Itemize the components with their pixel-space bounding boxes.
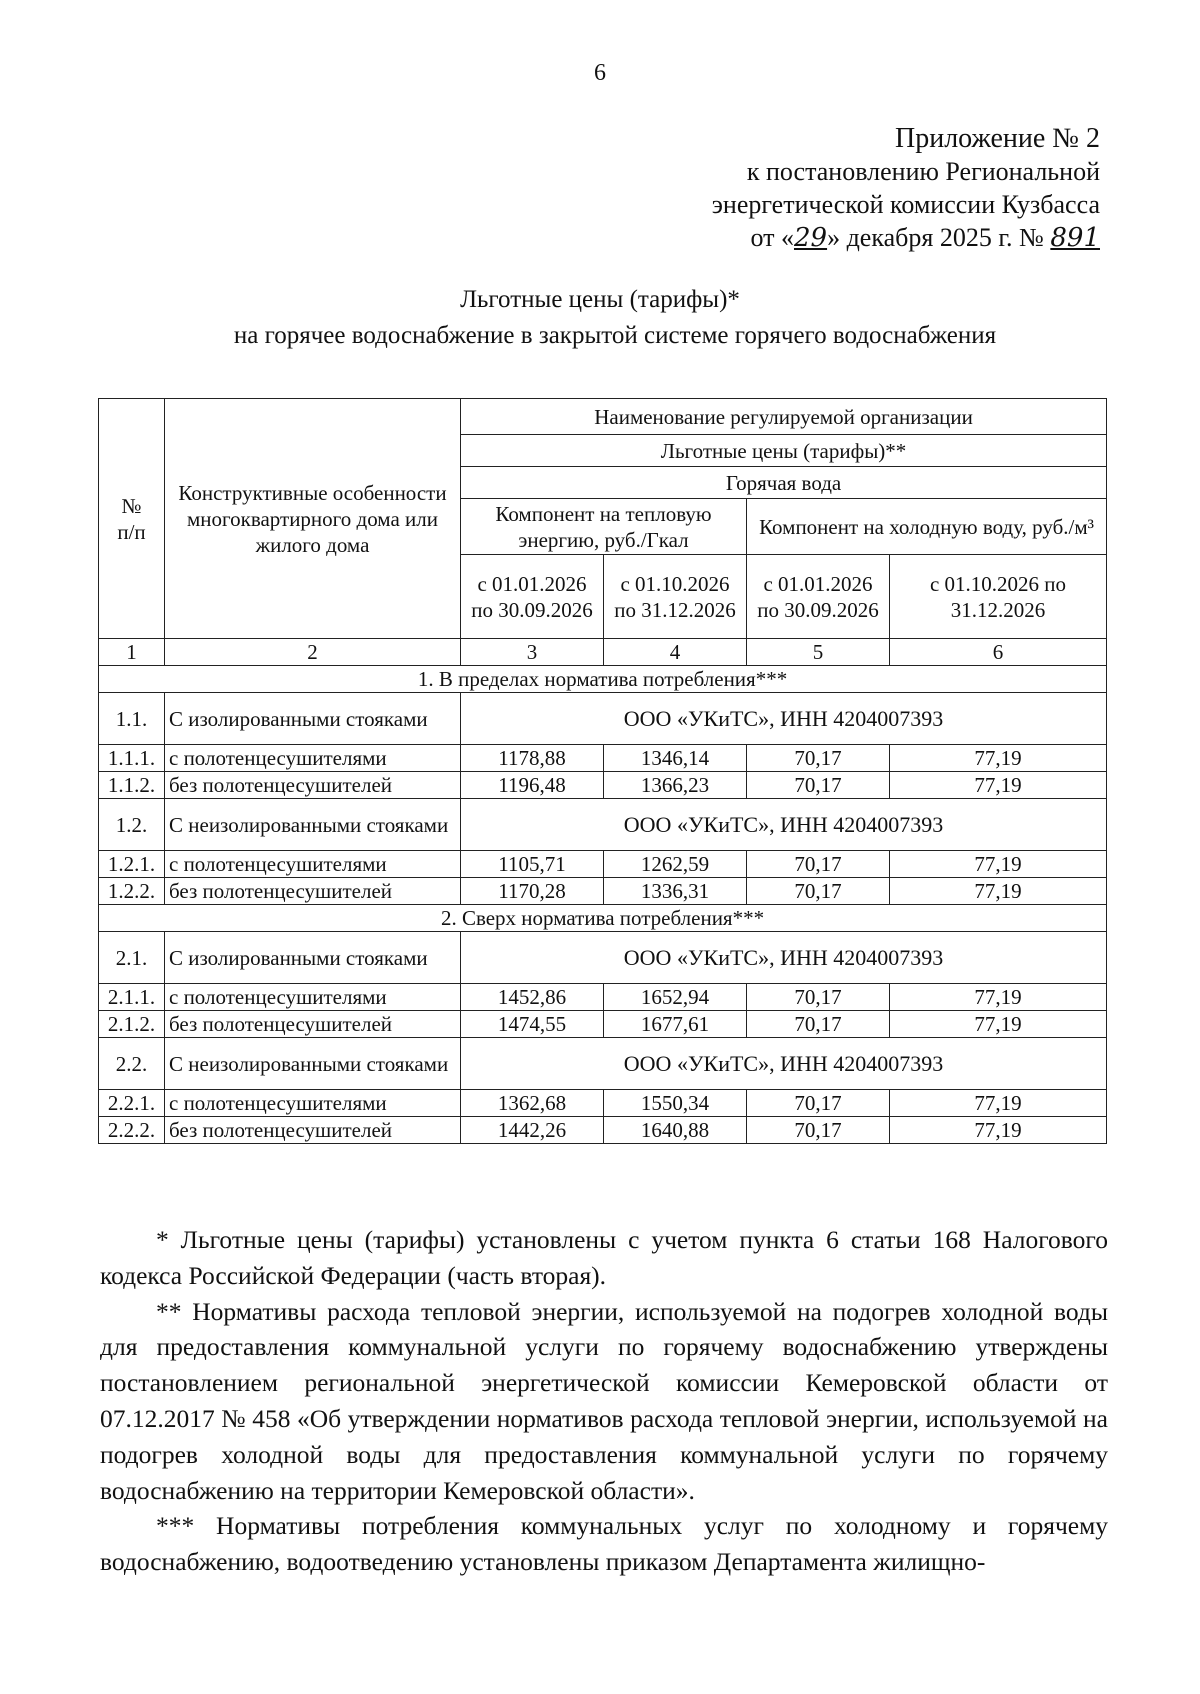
price-cell: 1640,88 — [604, 1117, 747, 1144]
price-cell: 77,19 — [890, 851, 1107, 878]
price-cell: 70,17 — [747, 1011, 890, 1038]
price-cell: 77,19 — [890, 1090, 1107, 1117]
table-row — [99, 1117, 1107, 1144]
row-label: без полотенцесушителей — [165, 1011, 461, 1038]
price-cell: 70,17 — [747, 878, 890, 905]
header-prices: Льготные цены (тарифы)** — [461, 435, 1107, 467]
price-cell: 1196,48 — [461, 772, 604, 799]
group-num: 1.2. — [99, 799, 165, 851]
price-cell: 1178,88 — [461, 745, 604, 772]
group-num: 2.1. — [99, 932, 165, 984]
row-num: 2.1.1. — [99, 984, 165, 1011]
row-label: без полотенцесушителей — [165, 772, 461, 799]
header-cold-component: Компонент на холодную воду, руб./м³ — [747, 499, 1107, 555]
price-cell: 1550,34 — [604, 1090, 747, 1117]
price-cell: 1677,61 — [604, 1011, 747, 1038]
group-label: С изолированными стояками — [165, 693, 461, 745]
price-cell: 77,19 — [890, 745, 1107, 772]
footnote-1: * Льготные цены (тарифы) установлены с учетом пункта 6 статьи 168 Налогового кодекса Российской Федерации (часть вторая). — [100, 1225, 1108, 1290]
appendix-line-1: к постановлению Региональной — [746, 157, 1100, 186]
row-label: с полотенцесушителями — [165, 1090, 461, 1117]
organization-name: ООО «УКиТС», ИНН 4204007393 — [461, 1038, 1107, 1090]
group-num: 2.2. — [99, 1038, 165, 1090]
group-row — [99, 932, 1107, 984]
header-num: № п/п — [99, 399, 165, 639]
appendix-title: Приложение № 2 — [895, 123, 1100, 154]
row-num: 2.2.2. — [99, 1117, 165, 1144]
row-num: 1.1.2. — [99, 772, 165, 799]
footnotes — [100, 1222, 1108, 1580]
table-row — [99, 984, 1107, 1011]
price-cell: 70,17 — [747, 772, 890, 799]
price-cell: 77,19 — [890, 984, 1107, 1011]
header-org: Наименование регулируемой организации — [461, 399, 1107, 435]
price-cell: 1452,86 — [461, 984, 604, 1011]
price-cell: 1442,26 — [461, 1117, 604, 1144]
col-number: 4 — [604, 639, 747, 666]
organization-name: ООО «УКиТС», ИНН 4204007393 — [461, 932, 1107, 984]
price-cell: 1362,68 — [461, 1090, 604, 1117]
price-cell: 70,17 — [747, 984, 890, 1011]
tariff-table — [98, 398, 1107, 1144]
footnote-2: ** Нормативы расхода тепловой энергии, используемой на подогрев холодной воды для предоставления коммунальной услуги по горячему водоснабжению утверждены постановлением региональной энергетической комиссии Кемеровской области от 07.12.2017 № 458 «Об утверждении нормативов расхода тепловой энергии, используемой на подогрев холодной воды для предоставления коммунальной услуги по горячему водоснабжению на территории Кемеровской области». — [100, 1296, 1108, 1505]
group-num: 1.1. — [99, 693, 165, 745]
appendix-block — [540, 122, 1100, 255]
row-num: 1.2.2. — [99, 878, 165, 905]
row-label: без полотенцесушителей — [165, 1117, 461, 1144]
group-row — [99, 799, 1107, 851]
appendix-line-2: энергетической комиссии Кузбасса — [711, 190, 1100, 219]
header-features: Конструктивные особенности многоквартирного дома или жилого дома — [165, 399, 461, 639]
col-number: 6 — [890, 639, 1107, 666]
section-title: 2. Сверх норматива потребления*** — [99, 905, 1107, 932]
group-label: С неизолированными стояками — [165, 799, 461, 851]
price-cell: 77,19 — [890, 1011, 1107, 1038]
table-row — [99, 1011, 1107, 1038]
price-cell: 1474,55 — [461, 1011, 604, 1038]
row-num: 2.2.1. — [99, 1090, 165, 1117]
header-heat-component: Компонент на тепловую энергию, руб./Гкал — [461, 499, 747, 555]
row-num: 1.1.1. — [99, 745, 165, 772]
price-cell: 1336,31 — [604, 878, 747, 905]
table-row — [99, 1090, 1107, 1117]
column-numbers-row — [99, 639, 1107, 666]
row-label: с полотенцесушителями — [165, 745, 461, 772]
page-number: 6 — [594, 60, 606, 86]
col-number: 1 — [99, 639, 165, 666]
date-prefix: от « — [750, 223, 794, 252]
group-row — [99, 693, 1107, 745]
header-period-3: с 01.01.2026 по 30.09.2026 — [747, 555, 890, 639]
col-number: 2 — [165, 639, 461, 666]
table-row — [99, 745, 1107, 772]
price-cell: 77,19 — [890, 878, 1107, 905]
price-cell: 1652,94 — [604, 984, 747, 1011]
header-period-4: с 01.10.2026 по 31.12.2026 — [890, 555, 1107, 639]
document-title — [0, 282, 1200, 354]
price-cell: 70,17 — [747, 1117, 890, 1144]
row-label: без полотенцесушителей — [165, 878, 461, 905]
table-row — [99, 851, 1107, 878]
price-cell: 1262,59 — [604, 851, 747, 878]
col-number: 5 — [747, 639, 890, 666]
row-num: 2.1.2. — [99, 1011, 165, 1038]
price-cell: 1105,71 — [461, 851, 604, 878]
section-title: 1. В пределах норматива потребления*** — [99, 666, 1107, 693]
date-middle: » декабря 2025 г. № — [827, 223, 1044, 252]
handwritten-number: 891 — [1050, 223, 1100, 253]
price-cell: 77,19 — [890, 772, 1107, 799]
price-cell: 1346,14 — [604, 745, 747, 772]
title-line-1: Льготные цены (тарифы)* — [460, 286, 740, 313]
group-row — [99, 1038, 1107, 1090]
organization-name: ООО «УКиТС», ИНН 4204007393 — [461, 693, 1107, 745]
header-period-2: с 01.10.2026 по 31.12.2026 — [604, 555, 747, 639]
title-line-2: на горячее водоснабжение в закрытой системе горячего водоснабжения — [233, 322, 997, 349]
row-label: с полотенцесушителями — [165, 851, 461, 878]
header-row-1 — [99, 399, 1107, 435]
row-label: с полотенцесушителями — [165, 984, 461, 1011]
organization-name: ООО «УКиТС», ИНН 4204007393 — [461, 799, 1107, 851]
footnote-3: *** Нормативы потребления коммунальных услуг по холодному и горячему водоснабжению, водоотведению установлены приказом Департамента жилищно- — [100, 1511, 1108, 1577]
header-hot-water: Горячая вода — [461, 467, 1107, 499]
table-row — [99, 878, 1107, 905]
col-number: 3 — [461, 639, 604, 666]
appendix-date-line — [540, 221, 1100, 255]
price-cell: 77,19 — [890, 1117, 1107, 1144]
group-label: С неизолированными стояками — [165, 1038, 461, 1090]
price-cell: 70,17 — [747, 745, 890, 772]
price-cell: 70,17 — [747, 1090, 890, 1117]
price-cell: 70,17 — [747, 851, 890, 878]
header-period-1: с 01.01.2026 по 30.09.2026 — [461, 555, 604, 639]
handwritten-day: 29 — [793, 223, 828, 253]
price-cell: 1170,28 — [461, 878, 604, 905]
row-num: 1.2.1. — [99, 851, 165, 878]
price-cell: 1366,23 — [604, 772, 747, 799]
section-row — [99, 905, 1107, 932]
table-row — [99, 772, 1107, 799]
section-row — [99, 666, 1107, 693]
group-label: С изолированными стояками — [165, 932, 461, 984]
